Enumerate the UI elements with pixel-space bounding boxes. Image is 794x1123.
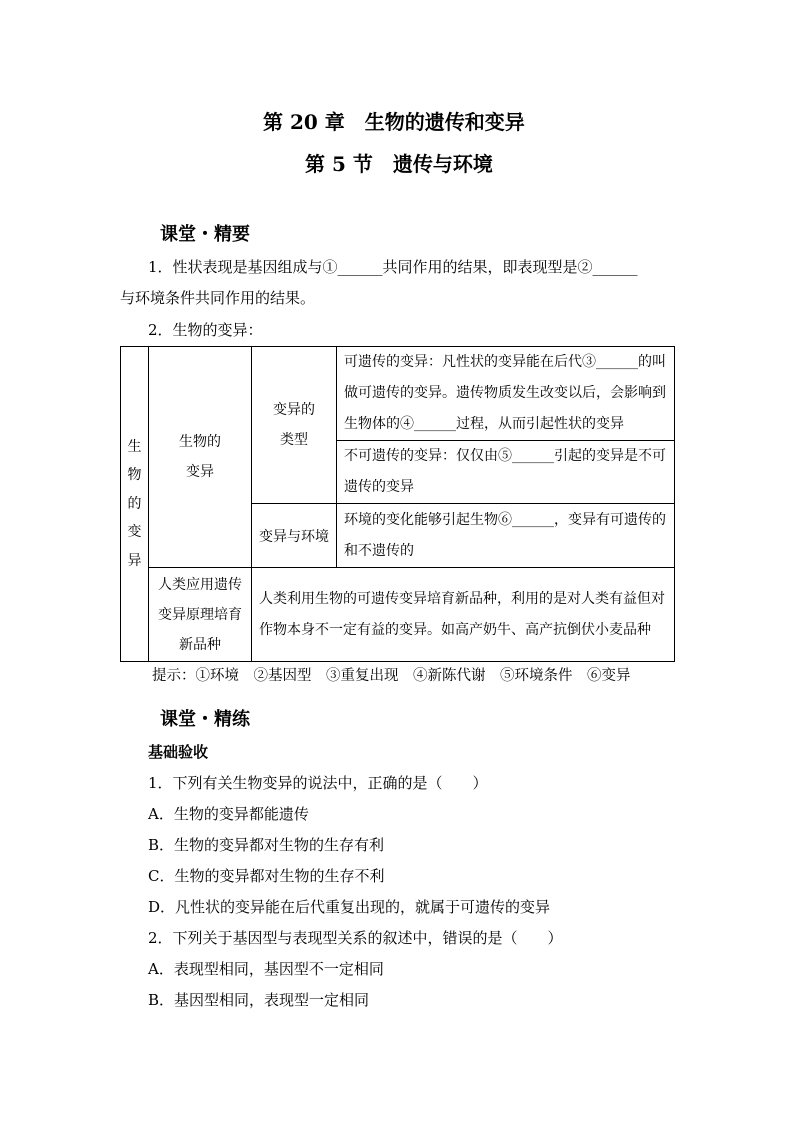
variation-table [120,346,675,662]
row-header-char: 的 [127,495,142,512]
summary-heading: 课堂・精要 [160,224,250,245]
summary-item2: 2．生物的变异： [148,321,263,339]
question-2-option-a: A．表现型相同，基因型不一定相同 [148,960,384,978]
apply-label-cell: 人类应用遗传 变异原理培育 新品种 [149,568,252,662]
types-label-cell: 变异的 类型 [252,347,337,504]
apply-description-cell: 人类利用生物的可遗传变异培育新品种，利用的是对人类有益但对 作物本身不一定有益的变异。如高产奶牛、高产抗倒伏小麦品种 [252,568,675,662]
section-title: 第 5 节 遗传与环境 [305,152,493,176]
row-header-char: 生 [127,438,142,455]
practice-heading: 课堂・精练 [160,709,250,730]
practice-subheading: 基础验收 [148,743,209,761]
row-header-char: 物 [127,467,142,484]
summary-item1-line2: 与环境条件共同作用的结果。 [120,289,316,307]
non-heritable-variation-cell: 不可遗传的变异：仅仅由⑤______引起的变异是不可 遗传的变异 [337,441,675,504]
env-variation-cell: 环境的变化能够引起生物⑥______，变异有可遗传的 和不遗传的 [337,504,675,568]
question-1-option-d: D．凡性状的变异能在后代重复出现的，就属于可遗传的变异 [148,898,551,916]
question-1-option-c: C．生物的变异都对生物的生存不利 [148,867,385,885]
question-1-option-a: A．生物的变异都能遗传 [148,805,309,823]
row-header-char: 变 [127,524,142,541]
row-header-char: 异 [127,552,142,569]
bio-variation-cell: 生物的 变异 [149,347,252,568]
question-2-option-b: B．基因型相同，表现型一定相同 [148,991,370,1009]
env-label-cell: 变异与环境 [252,504,337,568]
chapter-title: 第 20 章 生物的遗传和变异 [263,110,525,134]
row-header-cell [121,347,149,662]
heritable-variation-cell: 可遗传的变异：凡性状的变异能在后代③______的叫 做可遗传的变异。遗传物质发生改变以后，会影响到 生物体的④______过程，从而引起性状的变异 [337,347,675,441]
question-1-stem: 1．下列有关生物变异的说法中，正确的是（ ） [148,774,488,792]
question-1-option-b: B．生物的变异都对生物的生存有利 [148,836,385,854]
summary-item1-line1: 1．性状表现是基因组成与①______共同作用的结果，即表现型是②______ [148,258,638,276]
question-2-stem: 2．下列关于基因型与表现型关系的叙述中，错误的是（ ） [148,929,563,947]
hint-line: 提示：①环境 ②基因型 ③重复出现 ④新陈代谢 ⑤环境条件 ⑥变异 [152,668,631,684]
